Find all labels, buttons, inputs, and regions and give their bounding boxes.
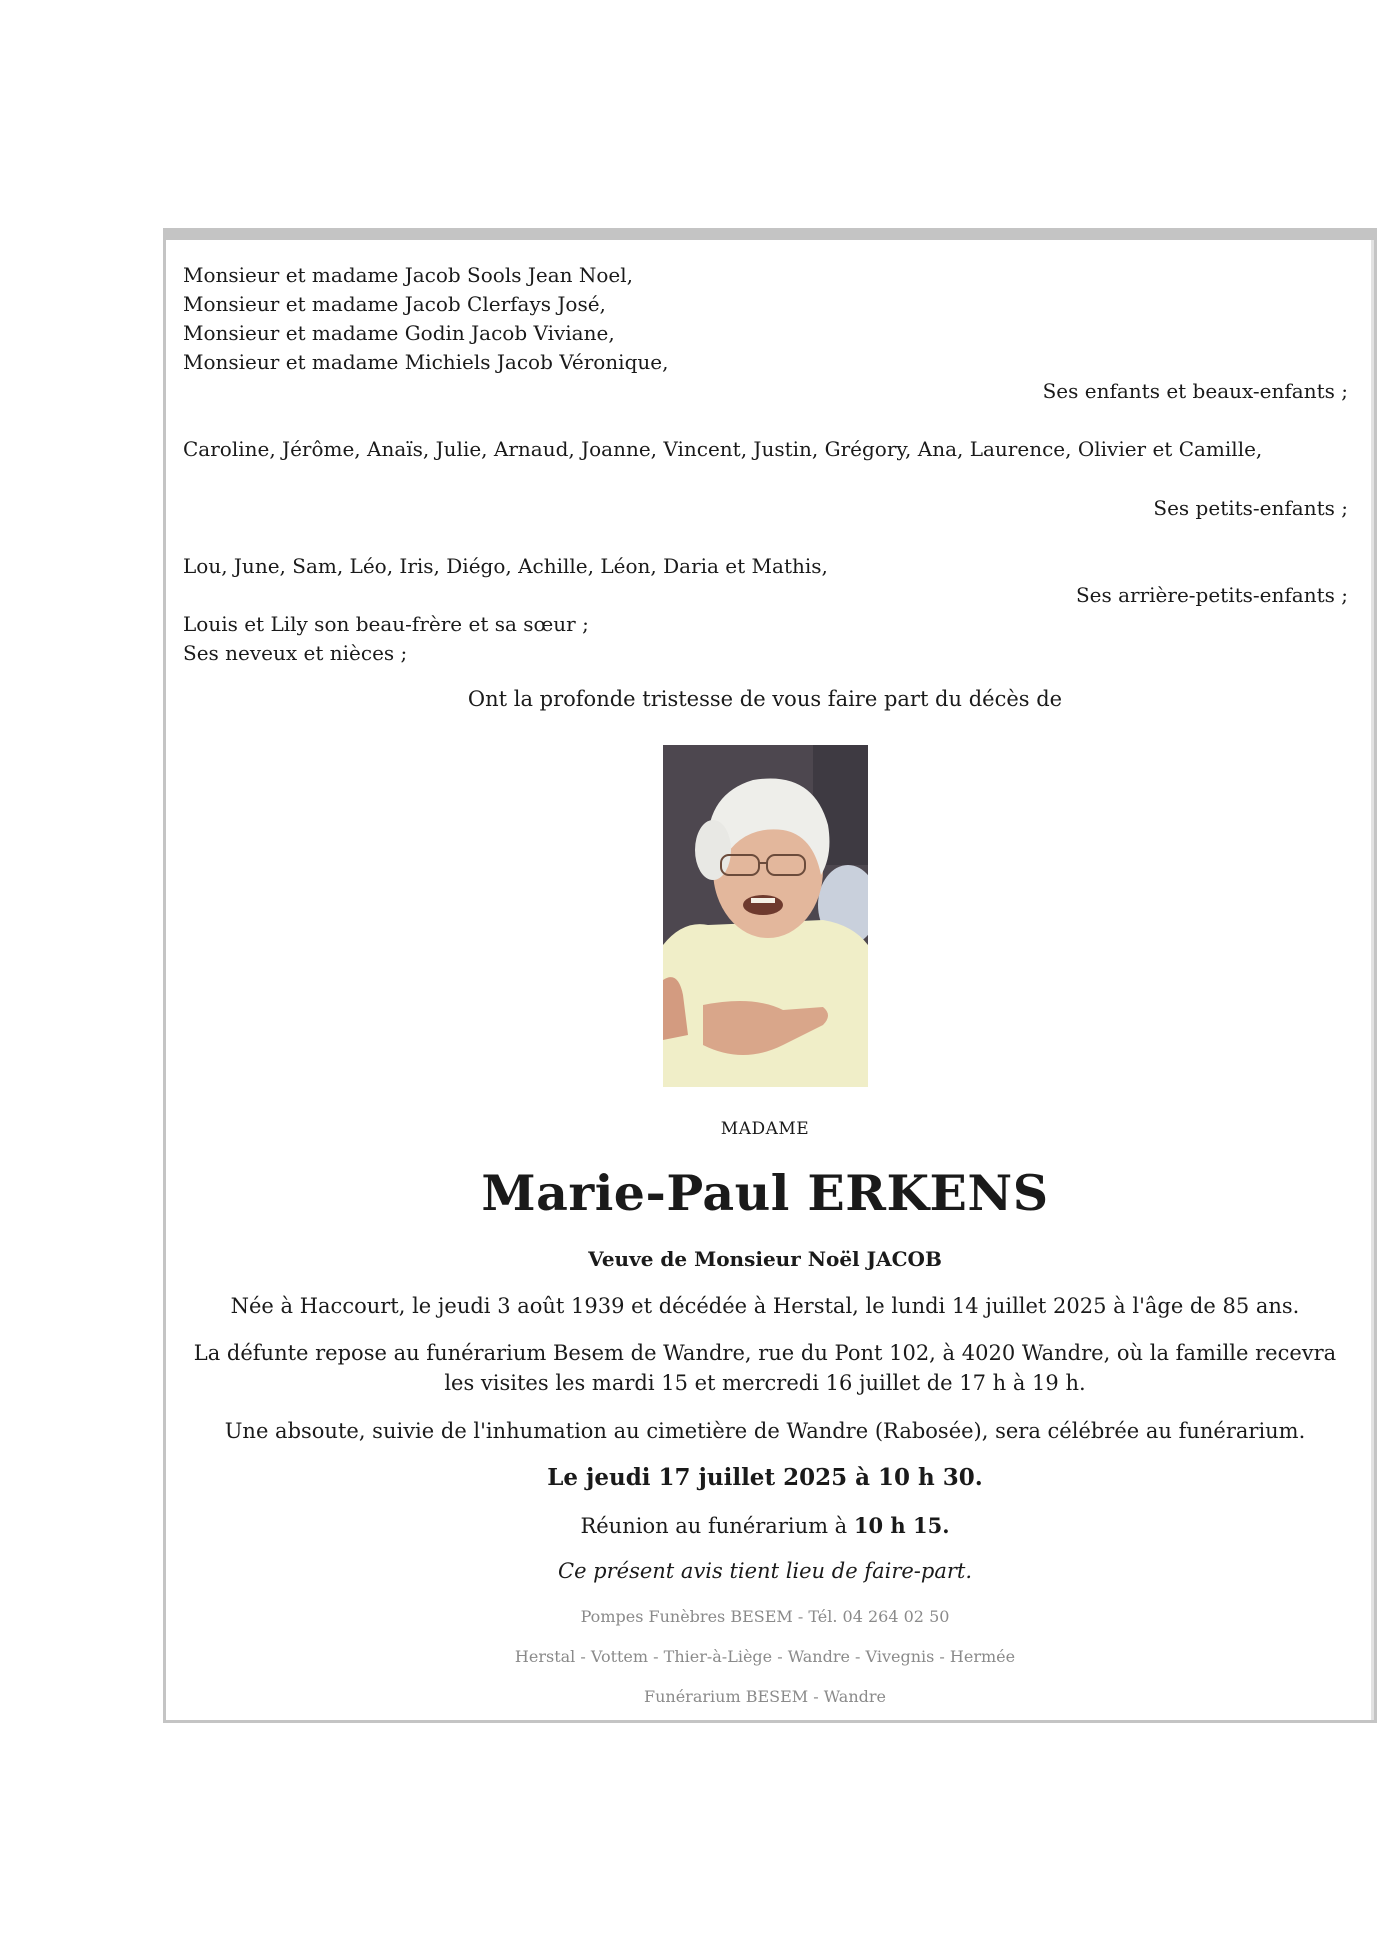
great-grandchildren-label: Ses arrière-petits-enfants ; [1075, 583, 1348, 607]
meeting-line [175, 1511, 1355, 1541]
rest-line-1: La défunte repose au funérarium Besem de Wandre, rue du Pont 102, à 4020 Wandre, où la famille recevra [193, 1341, 1337, 1365]
footer-locations: Herstal - Vottem - Thier-à-Liège - Wandre - Vivegnis - Hermée [514, 1647, 1016, 1666]
family-line-2: Monsieur et madame Jacob Clerfays José, [183, 292, 606, 316]
rest-line-2: les visites les mardi 15 et mercredi 16 juillet de 17 h à 19 h. [444, 1371, 1086, 1395]
birth-death: Née à Haccourt, le jeudi 3 août 1939 et décédée à Herstal, le lundi 14 juillet 2025 à l'âge de 85 ans. [230, 1294, 1300, 1318]
children-label: Ses enfants et beaux-enfants ; [1042, 379, 1348, 403]
great-grandchildren-list: Lou, June, Sam, Léo, Iris, Diégo, Achille, Léon, Daria et Mathis, [183, 554, 828, 578]
portrait-photo [663, 745, 868, 1087]
family-line-4: Monsieur et madame Michiels Jacob Véronique, [183, 350, 669, 374]
footer-company: Pompes Funèbres BESEM - Tél. 04 264 02 50 [580, 1607, 950, 1626]
grandchildren-label: Ses petits-enfants ; [1153, 496, 1348, 520]
nephews-line: Ses neveux et nièces ; [183, 641, 408, 665]
grandchildren-list: Caroline, Jérôme, Anaïs, Julie, Arnaud, Joanne, Vincent, Justin, Grégory, Ana, Laurence, Olivier et Camille, [183, 437, 1263, 461]
family-line-3: Monsieur et madame Godin Jacob Viviane, [183, 321, 615, 345]
ceremony-date: Le jeudi 17 juillet 2025 à 10 h 30. [547, 1464, 983, 1491]
notice-line: Ce présent avis tient lieu de faire-part. [558, 1559, 972, 1583]
meeting-prefix: Réunion au funérarium à [580, 1514, 854, 1538]
widow-of: Veuve de Monsieur Noël JACOB [588, 1247, 942, 1271]
deceased-name: Marie-Paul ERKENS [481, 1164, 1049, 1222]
title-madame: MADAME [720, 1119, 810, 1139]
siblings-line: Louis et Lily son beau-frère et sa sœur ; [183, 612, 589, 636]
announcement: Ont la profonde tristesse de vous faire part du décès de [467, 687, 1063, 711]
ceremony-line: Une absoute, suivie de l'inhumation au cimetière de Wandre (Rabosée), sera célébrée au funérarium. [224, 1419, 1306, 1443]
footer-funerarium: Funérarium BESEM - Wandre [644, 1687, 886, 1706]
family-line-1: Monsieur et madame Jacob Sools Jean Noel, [183, 263, 633, 287]
meeting-time: 10 h 15. [853, 1513, 950, 1538]
